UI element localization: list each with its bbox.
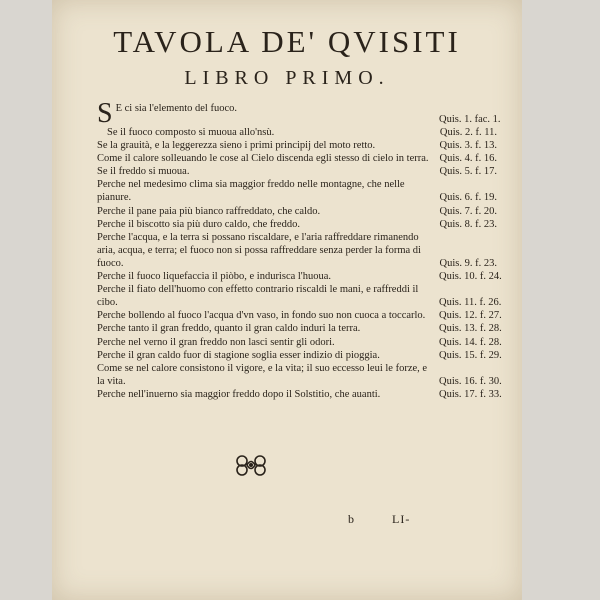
fleuron-ornament xyxy=(232,452,270,478)
toc-entry-reference: Quis. 6. f. 19. xyxy=(439,192,497,204)
toc-entry-reference: Quis. 16. f. 30. xyxy=(439,375,502,387)
toc-entry-text xyxy=(97,205,439,218)
toc-entry-label: Perche il fiato dell'huomo con effetto contrario riscaldi le mani, e raffreddi il cibo. xyxy=(97,284,419,309)
toc-entry xyxy=(97,283,502,309)
toc-entry-text xyxy=(97,178,439,204)
toc-entry-label: Se il fuoco composto si muoua allo'nsù. xyxy=(107,127,275,138)
toc-entry-text xyxy=(97,322,439,335)
toc-entry-label: Perche il pane paia più bianco raffreddato, che caldo. xyxy=(97,205,321,217)
toc-entry xyxy=(97,349,502,362)
toc-entry-label: Perche il biscotto sia più duro caldo, che freddo. xyxy=(97,218,300,230)
toc-entry xyxy=(97,336,502,349)
toc-entry xyxy=(97,98,501,129)
toc-entry xyxy=(97,139,497,152)
toc-entry-reference: Quis. 14. f. 28. xyxy=(439,336,502,348)
toc-entry-reference: Quis. 1. fac. 1. xyxy=(439,113,501,125)
toc-entry xyxy=(97,270,502,283)
toc-entry-text xyxy=(97,139,439,152)
toc-entry-reference: Quis. 10. f. 24. xyxy=(439,271,502,283)
toc-entry-label: Come se nel calore consistono il vigore, e la vita; il suo eccesso leui le forze, e la vita. xyxy=(97,362,428,387)
toc-entry-text xyxy=(97,231,439,270)
toc-entry xyxy=(97,231,497,270)
toc-entry xyxy=(97,362,502,388)
table-of-contents xyxy=(97,98,502,401)
toc-entry xyxy=(97,218,497,231)
catchword: LI- xyxy=(392,512,411,526)
toc-entry-reference: Quis. 5. f. 17. xyxy=(439,166,497,178)
toc-entry-text xyxy=(97,126,439,139)
toc-entry xyxy=(97,322,502,335)
toc-entry-reference: Quis. 13. f. 28. xyxy=(439,323,502,335)
toc-entry-text xyxy=(97,362,439,388)
toc-entry-text xyxy=(97,336,439,349)
toc-entry xyxy=(97,126,497,139)
toc-entry-reference: Quis. 11. f. 26. xyxy=(439,297,502,309)
toc-entry xyxy=(97,165,497,178)
toc-entry-reference: Quis. 3. f. 13. xyxy=(439,140,497,152)
page-subtitle: LIBRO PRIMO. xyxy=(184,67,390,89)
toc-entry-label: Se il freddo si muoua. xyxy=(97,166,190,178)
toc-entry-text xyxy=(97,349,439,362)
toc-entry-label: Perche il gran caldo fuor di stagione soglia esser indizio di pioggia. xyxy=(97,349,380,361)
toc-entry-label: Se la grauità, e la leggerezza sieno i primi principij del moto retto. xyxy=(97,140,376,152)
toc-entry-text xyxy=(97,152,439,165)
toc-entry xyxy=(97,309,502,322)
drop-cap: S xyxy=(97,98,113,129)
page-title: TAVOLA DE' QVISITI xyxy=(113,24,461,59)
toc-entry-label: Perche il fuoco liquefaccia il piòbo, e indurisca l'huoua. xyxy=(97,271,331,283)
toc-entry-reference: Quis. 2. f. 11. xyxy=(439,127,497,138)
toc-entry-reference: Quis. 8. f. 23. xyxy=(439,218,497,230)
signature-mark: b xyxy=(348,512,355,526)
toc-entry-reference: Quis. 9. f. 23. xyxy=(439,257,497,269)
toc-entry-text xyxy=(97,165,439,178)
toc-entry-label: E ci sia l'elemento del fuoco. xyxy=(115,103,238,114)
toc-entry-label: Perche nel medesimo clima sia maggior freddo nelle montagne, che nelle pianure. xyxy=(97,179,405,204)
toc-entry-text xyxy=(97,309,439,322)
toc-entry xyxy=(97,205,497,218)
toc-entry-label: Perche nell'inuerno sia maggior freddo dopo il Solstitio, che auanti. xyxy=(97,388,381,400)
toc-entry-text xyxy=(97,218,439,231)
toc-entry xyxy=(97,388,502,401)
toc-entry xyxy=(97,152,497,165)
toc-entry-text xyxy=(97,98,439,129)
toc-entry-text xyxy=(97,270,439,283)
toc-entry-label: Perche l'acqua, e la terra si possano riscaldare, e l'aria raffreddare rimanendo aria, acqua, e terra; el fuoco non si possa raffreddare senza perder la forma di fuoco. xyxy=(97,231,421,269)
toc-entry-label: Perche nel verno il gran freddo non lasci sentir gli odori. xyxy=(97,336,335,348)
toc-entry-label: Come il calore solleuando le cose al Cielo discenda egli stesso di cielo in terra. xyxy=(97,153,429,165)
toc-entry-reference: Quis. 17. f. 33. xyxy=(439,388,502,400)
toc-entry-reference: Quis. 12. f. 27. xyxy=(439,310,502,322)
toc-entry-text xyxy=(97,283,439,309)
toc-entry-reference: Quis. 4. f. 16. xyxy=(439,153,497,165)
book-page xyxy=(52,0,522,600)
toc-entry-label: Perche tanto il gran freddo, quanto il gran caldo induri la terra. xyxy=(97,323,361,335)
toc-entry xyxy=(97,178,497,204)
toc-entry-reference: Quis. 7. f. 20. xyxy=(439,205,497,217)
toc-entry-text xyxy=(97,388,439,401)
toc-entry-reference: Quis. 15. f. 29. xyxy=(439,349,502,361)
toc-entry-label: Perche bollendo al fuoco l'acqua d'vn vaso, in fondo suo non cuoca a toccarlo. xyxy=(97,310,426,322)
